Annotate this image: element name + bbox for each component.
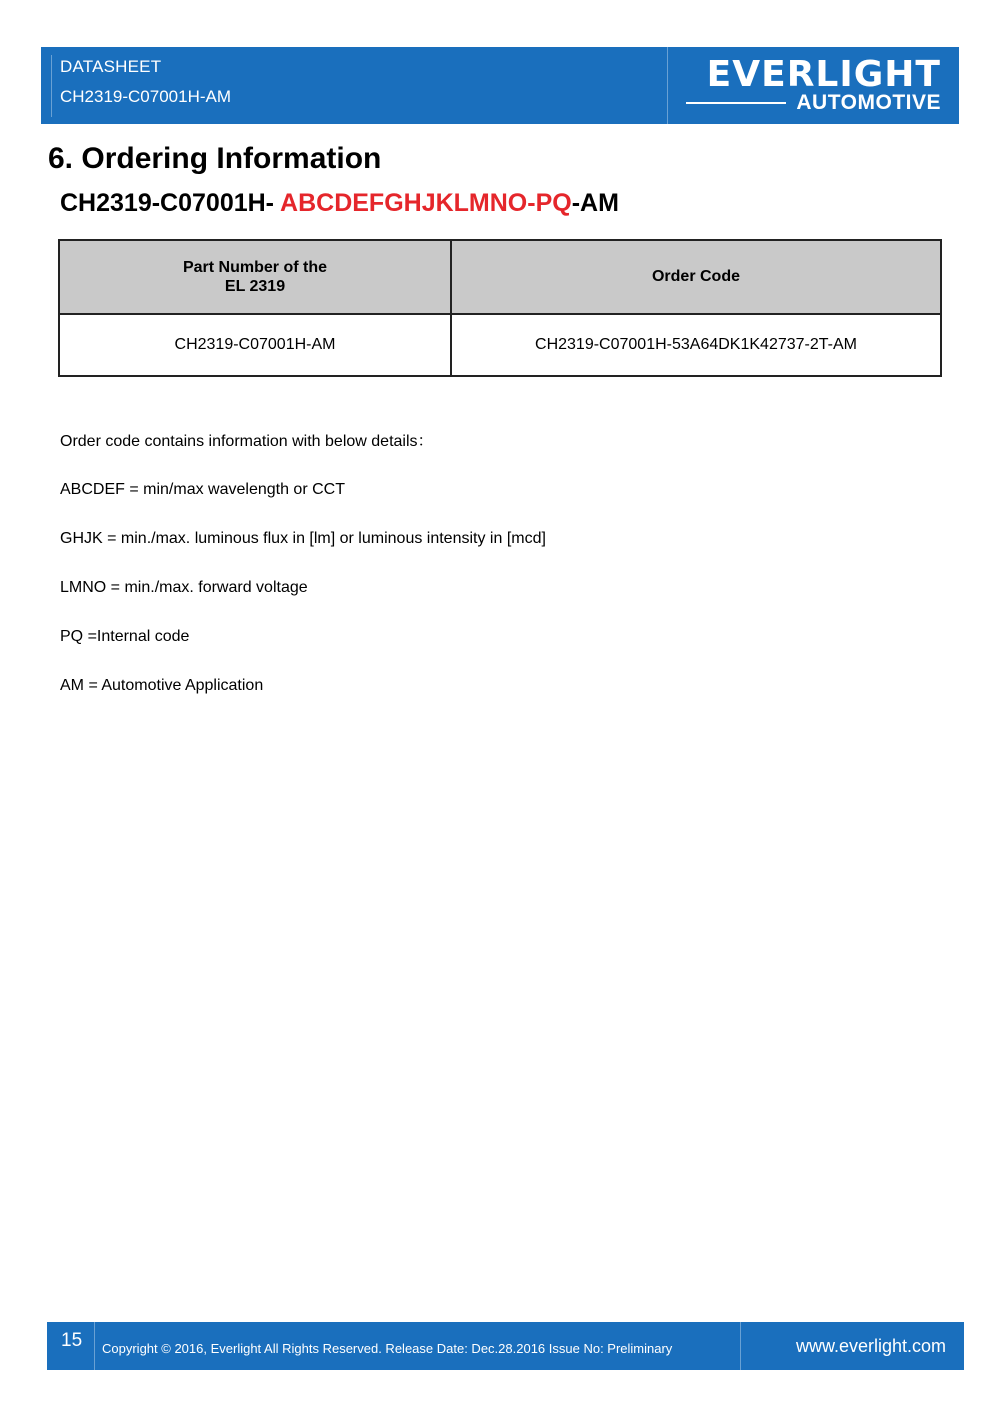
header-part-number: CH2319-C07001H-AM — [60, 87, 232, 106]
header-divider — [51, 55, 52, 117]
pattern-highlight: ABCDEFGHJKLMNO-PQ — [280, 189, 572, 217]
table-row — [59, 314, 941, 376]
website-link[interactable]: www.everlight.com — [795, 1336, 946, 1356]
page-number: 15 — [61, 1330, 83, 1351]
logo-brand: EVERLIGHT — [706, 54, 941, 95]
logo-sub: AUTOMOTIVE — [796, 91, 941, 114]
pattern-suffix: -AM — [571, 189, 619, 217]
order-code-pattern — [60, 189, 619, 218]
page-footer — [47, 1322, 964, 1370]
logo-rule — [686, 102, 786, 104]
table-header-row — [59, 240, 941, 314]
details-item: ABCDEF = min/max wavelength or CCT — [60, 481, 345, 498]
header-line: EL 2319 — [224, 278, 286, 295]
section-title: 6. Ordering Information — [48, 142, 382, 175]
footer-divider — [94, 1322, 95, 1370]
everlight-automotive-logo — [681, 55, 941, 117]
table-header-order-code: Order Code — [451, 240, 941, 314]
cell-part-number: CH2319-C07001H-AM — [59, 314, 451, 376]
details-intro: Order code contains information with below details： — [60, 433, 434, 450]
details-item: PQ =Internal code — [60, 628, 190, 645]
header-line: Part Number of the — [182, 259, 327, 276]
cell-order-code: CH2319-C07001H-53A64DK1K42737-2T-AM — [451, 314, 941, 376]
footer-divider — [740, 1322, 741, 1370]
pattern-prefix: CH2319-C07001H- — [60, 189, 281, 217]
copyright-text: Copyright © 2016, Everlight All Rights Reserved. Release Date: Dec.28.2016 Issue No: Preliminary — [102, 1341, 673, 1356]
header-doc-type: DATASHEET — [60, 57, 162, 76]
table-header-part-number — [59, 240, 451, 314]
details-item: GHJK = min./max. luminous flux in [lm] or luminous intensity in [mcd] — [60, 530, 546, 547]
details-item: AM = Automotive Application — [60, 677, 264, 694]
page-header — [41, 47, 959, 124]
details-item: LMNO = min./max. forward voltage — [60, 579, 308, 596]
header-divider — [667, 47, 668, 124]
ordering-table — [58, 239, 942, 377]
